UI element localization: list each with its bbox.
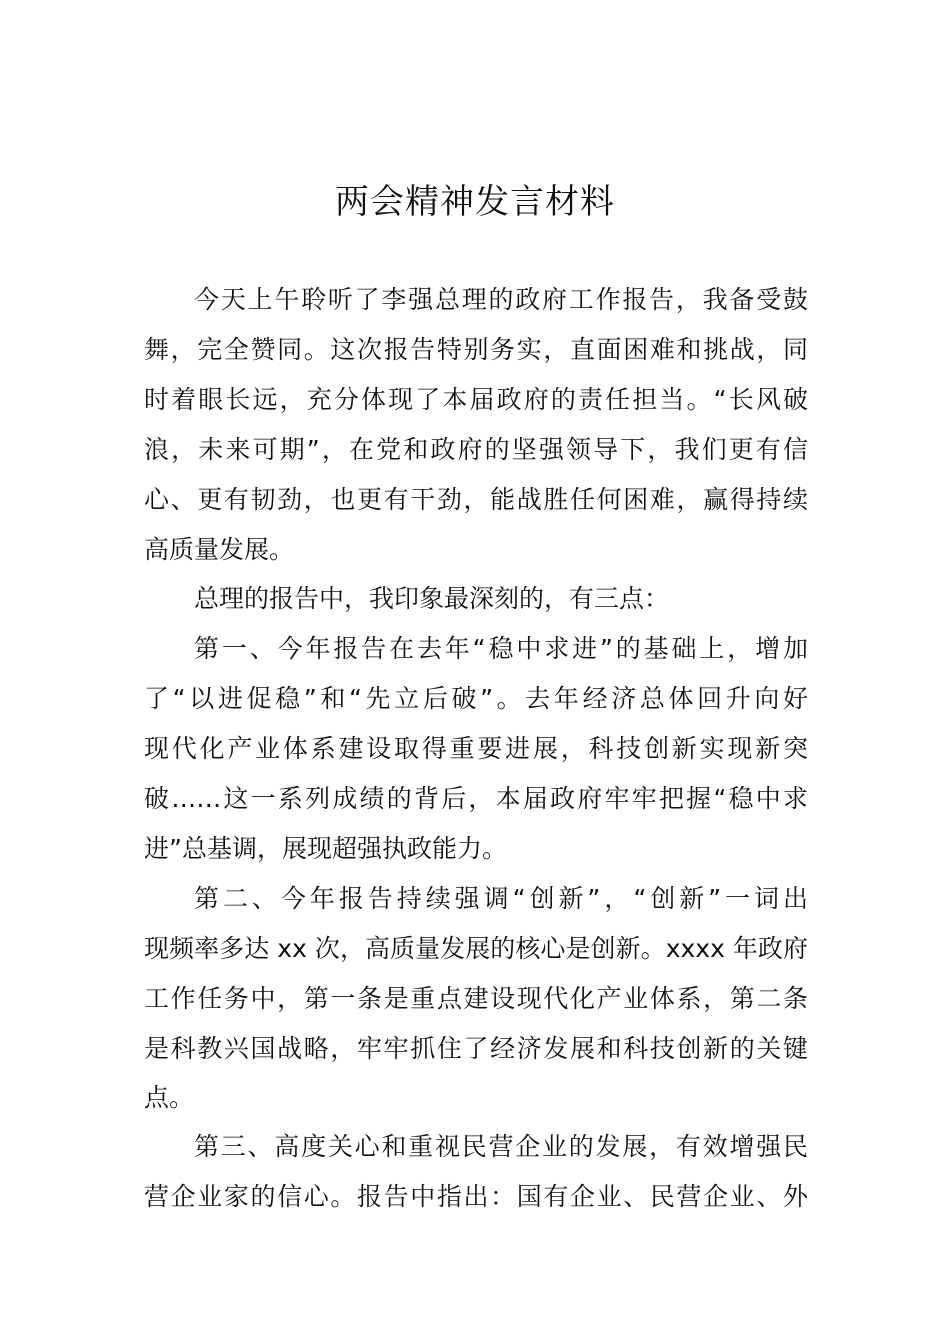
body-line: 现频率多达 xx 次，高质量发展的核心是创新。xxxx 年政府 bbox=[144, 934, 808, 963]
body-line: 心、更有韧劲，也更有干劲，能战胜任何困难，赢得持续 bbox=[144, 485, 808, 514]
body-line: 进”总基调，展现超强执政能力。 bbox=[144, 834, 507, 863]
body-line: 点。 bbox=[144, 1083, 195, 1112]
body-line: 第三、高度关心和重视民营企业的发展，有效增强民 bbox=[194, 1132, 808, 1161]
body-line: 现代化产业体系建设取得重要进展，科技创新实现新突 bbox=[144, 734, 808, 763]
body-line: 工作任务中，第一条是重点建设现代化产业体系，第二条 bbox=[144, 984, 808, 1013]
body-line: 第二、今年报告持续强调“创新”，“创新”一词出 bbox=[194, 884, 808, 913]
body-line: 是科教兴国战略，牢牢抓住了经济发展和科技创新的关键 bbox=[144, 1034, 808, 1063]
body-line: 舞，完全赞同。这次报告特别务实，直面困难和挑战，同 bbox=[144, 335, 808, 364]
body-line: 浪，未来可期”，在党和政府的坚强领导下，我们更有信 bbox=[144, 435, 808, 464]
body-line: 时着眼长远，充分体现了本届政府的责任担当。“长风破 bbox=[144, 385, 808, 414]
body-line: 第一、今年报告在去年“稳中求进”的基础上，增加 bbox=[194, 634, 808, 663]
body-line: 今天上午聆听了李强总理的政府工作报告，我备受鼓 bbox=[194, 285, 808, 314]
body-line: 了“以进促稳”和“先立后破”。去年经济总体回升向好 bbox=[144, 684, 808, 713]
body-line: 高质量发展。 bbox=[144, 535, 295, 564]
body-line: 营企业家的信心。报告中指出：国有企业、民营企业、外 bbox=[144, 1182, 808, 1211]
body-line: 破……这一系列成绩的背后，本届政府牢牢把握“稳中求 bbox=[144, 784, 808, 813]
document-title: 两会精神发言材料 bbox=[335, 182, 615, 222]
body-line: 总理的报告中，我印象最深刻的，有三点： bbox=[194, 584, 670, 613]
